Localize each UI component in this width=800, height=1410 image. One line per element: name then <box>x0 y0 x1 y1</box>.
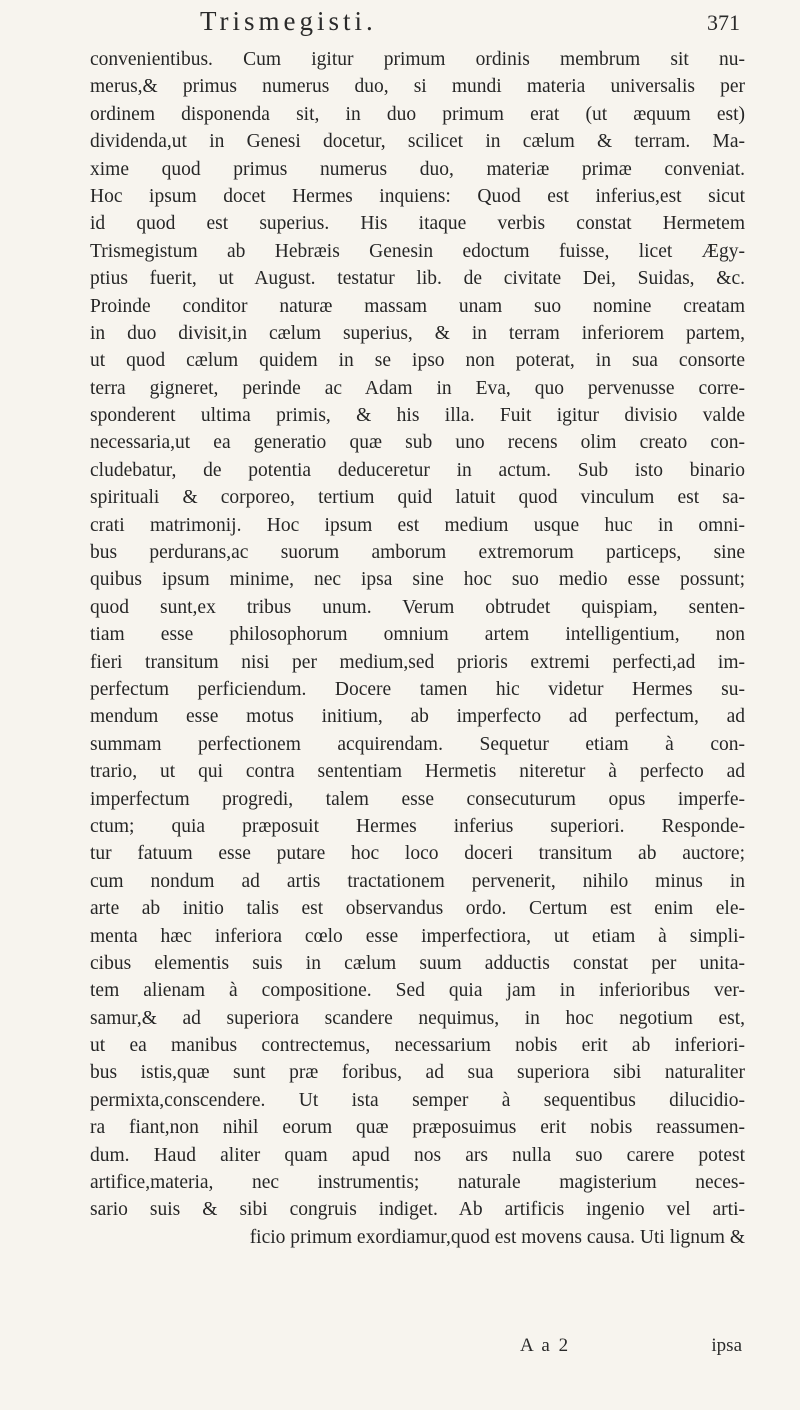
text-line: id quod est superius. His itaque verbis constat Hermetem <box>90 213 745 235</box>
text-line: spirituali & corporeo, tertium quid latuit quod vinculum est sa- <box>90 487 745 509</box>
text-line: sponderent ultima primis, & his illa. Fuit igitur divisio valde <box>90 405 745 427</box>
text-line: terra gigneret, perinde ac Adam in Eva, quo pervenusse corre- <box>90 377 745 399</box>
signature-mark: A a 2 <box>520 1335 571 1356</box>
text-line: cibus elementis suis in cælum suum adductis constat per unita- <box>90 952 745 974</box>
text-line: bus perdurans,ac suorum amborum extremorum particeps, sine <box>90 542 745 564</box>
text-line: tur fatuum esse putare hoc loco doceri transitum ab auctore; <box>90 843 745 865</box>
text-line: samur,& ad superiora scandere nequimus, in hoc negotium est, <box>90 1007 745 1029</box>
text-line: Trismegistum ab Hebræis Genesin edoctum fuisse, licet Ægy- <box>90 240 745 262</box>
text-line: mendum esse motus initium, ab imperfecto ad perfectum, ad <box>90 706 745 728</box>
text-line: xime quod primus numerus duo, materiæ primæ conveniat. <box>90 158 745 180</box>
text-line: menta hæc inferiora cœlo esse imperfectiora, ut etiam à simpli- <box>90 925 745 947</box>
text-line: sario suis & sibi congruis indiget. Ab artificis ingenio vel arti- <box>90 1199 745 1221</box>
text-line: Hoc ipsum docet Hermes inquiens: Quod est inferius,est sicut <box>90 185 745 207</box>
text-line: convenientibus. Cum igitur primum ordinis membrum sit nu- <box>90 49 745 70</box>
text-line: ra fiant,non nihil eorum quæ præposuimus erit nobis reassumen- <box>90 1117 745 1139</box>
text-line: tiam esse philosophorum omnium artem intelligentium, non <box>90 624 745 646</box>
text-line: ut quod cælum quidem in se ipso non poterat, in sua consorte <box>90 350 745 372</box>
text-line: quibus ipsum minime, nec ipsa sine hoc suo medio esse possunt; <box>90 569 745 591</box>
text-line: dum. Haud aliter quam apud nos ars nulla suo carere potest <box>90 1144 745 1166</box>
text-line: quod sunt,ex tribus unum. Verum obtrudet quispiam, senten- <box>90 596 745 618</box>
text-line: ptius fuerit, ut August. testatur lib. de civitate Dei, Suidas, &c. <box>90 268 745 290</box>
body-text <box>90 46 745 1251</box>
text-line: cum nondum ad artis tractationem pervenerit, nihilo minus in <box>90 870 745 892</box>
text-line: dividenda,ut in Genesi docetur, scilicet in cælum & terram. Ma- <box>90 131 745 153</box>
text-line: imperfectum progredi, talem esse consecuturum opus imperfe- <box>90 788 745 810</box>
text-line: ficio primum exordiamur,quod est movens causa. Uti lignum & <box>249 1226 745 1248</box>
text-line: ut ea manibus contrectemus, necessarium nobis erit ab inferiori- <box>90 1035 745 1057</box>
text-line: tem alienam à compositione. Sed quia jam in inferioribus ver- <box>90 980 745 1002</box>
text-line: bus istis,quæ sunt præ foribus, ad sua superiora sibi naturaliter <box>90 1062 745 1084</box>
running-head <box>90 6 740 46</box>
text-line: ctum; quia præposuit Hermes inferius superiori. Responde- <box>90 815 745 837</box>
page-number: 371 <box>707 10 740 35</box>
text-line: cludebatur, de potentia deduceretur in actum. Sub isto binario <box>90 459 745 481</box>
text-line: ordinem disponenda sit, in duo primum erat (ut æquum est) <box>90 103 745 125</box>
text-line: artifice,materia, nec instrumentis; naturale magisterium neces- <box>90 1172 745 1194</box>
text-line: Proinde conditor naturæ massam unam suo nomine creatam <box>90 295 745 317</box>
text-line: arte ab initio talis est observandus ordo. Certum est enim ele- <box>90 898 745 920</box>
text-line: necessaria,ut ea generatio quæ sub uno recens olim creato con- <box>90 432 745 454</box>
running-title: Trismegisti. <box>200 6 377 36</box>
text-line: merus,& primus numerus duo, si mundi materia universalis per <box>90 76 745 98</box>
text-line: trario, ut qui contra sententiam Hermetis niteretur à perfecto ad <box>90 761 745 783</box>
text-line: in duo divisit,in cælum superius, & in terram inferiorem partem, <box>90 322 745 344</box>
text-line: perfectum perficiendum. Docere tamen hic videtur Hermes su- <box>90 678 745 700</box>
text-line: fieri transitum nisi per medium,sed prioris extremi perfecti,ad im- <box>90 651 745 673</box>
text-line: permixta,conscendere. Ut ista semper à sequentibus dilucidio- <box>90 1089 745 1111</box>
text-line: summam perfectionem acquirendam. Sequetur etiam à con- <box>90 733 745 755</box>
text-line: crati matrimonij. Hoc ipsum est medium usque huc in omni- <box>90 514 745 536</box>
catchword: ipsa <box>711 1335 742 1356</box>
